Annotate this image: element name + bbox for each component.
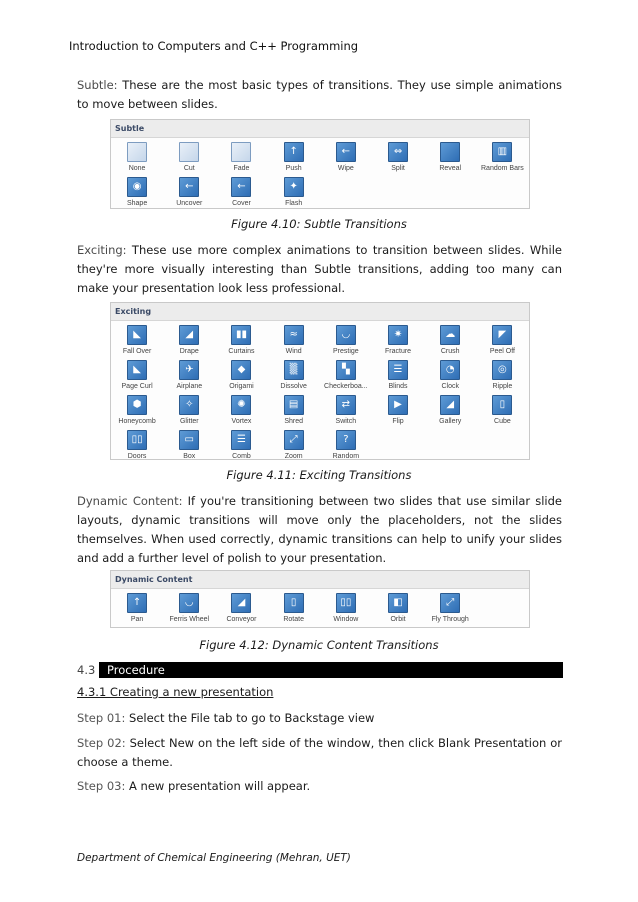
transition-option[interactable]	[320, 142, 372, 177]
transition-label: Split	[391, 165, 405, 172]
transition-label: Honeycomb	[118, 418, 156, 425]
transition-label: Airplane	[176, 383, 203, 390]
subtle-term: Subtle:	[77, 78, 118, 92]
transition-option[interactable]	[476, 360, 528, 395]
transition-option[interactable]	[215, 360, 267, 395]
exciting-term: Exciting:	[77, 243, 127, 257]
transition-label: Gallery	[439, 418, 462, 425]
none-transition-icon	[127, 142, 147, 162]
transition-option[interactable]	[215, 325, 267, 360]
checkerboard-transition-icon: ▚	[336, 360, 356, 380]
blinds-transition-icon: ☰	[388, 360, 408, 380]
transition-label: Curtains	[228, 348, 255, 355]
exciting-description: These use more complex animations to transition between slides. While they're more visually interesting than Subtle transitions, adding too many can make your presentation look less professional.	[77, 243, 562, 295]
peel-off-transition-icon: ◤	[492, 325, 512, 345]
transition-label: Flip	[392, 418, 404, 425]
subtle-description: These are the most basic types of transitions. They use simple animations to move between slides.	[77, 78, 562, 111]
transition-label: Prestige	[333, 348, 359, 355]
transition-option[interactable]	[163, 177, 215, 212]
transition-label: Random Bars	[481, 165, 524, 172]
transition-label: Dissolve	[280, 383, 307, 390]
transition-option[interactable]	[320, 325, 372, 360]
transition-option[interactable]	[215, 593, 267, 628]
transition-option[interactable]	[268, 593, 320, 628]
page-curl-transition-icon: ◣	[127, 360, 147, 380]
transition-label: Wind	[285, 348, 302, 355]
transition-option[interactable]	[111, 593, 163, 628]
dynamic-term: Dynamic Content:	[77, 494, 183, 508]
transition-label: Zoom	[284, 453, 303, 460]
transition-option[interactable]	[320, 395, 372, 430]
dynamic-grid	[111, 589, 529, 628]
fracture-transition-icon: ✷	[388, 325, 408, 345]
transition-option[interactable]	[111, 430, 163, 465]
cube-transition-icon: ▯	[492, 395, 512, 415]
transition-label: Origami	[229, 383, 254, 390]
step-3-label: Step 03:	[77, 779, 126, 793]
glitter-transition-icon: ✧	[179, 395, 199, 415]
transition-option[interactable]	[163, 360, 215, 395]
transition-option[interactable]	[476, 325, 528, 360]
exciting-gallery	[110, 302, 530, 460]
transition-label: Fall Over	[122, 348, 152, 355]
transition-option[interactable]	[163, 430, 215, 465]
transition-label: Fade	[233, 165, 250, 172]
doors-transition-icon: ▯▯	[127, 430, 147, 450]
crush-transition-icon: ☁	[440, 325, 460, 345]
transition-option[interactable]	[372, 360, 424, 395]
pan-transition-icon: ↑	[127, 593, 147, 613]
exciting-paragraph	[77, 241, 562, 298]
step-1	[77, 709, 562, 728]
transition-label: Checkerboa...	[324, 383, 368, 390]
transition-option[interactable]	[111, 360, 163, 395]
transition-option[interactable]	[163, 325, 215, 360]
transition-option[interactable]	[372, 593, 424, 628]
transition-option[interactable]	[424, 360, 476, 395]
transition-label: Clock	[441, 383, 459, 390]
fly-through-transition-icon: ⤢	[440, 593, 460, 613]
transition-label: Crush	[440, 348, 460, 355]
transition-label: Glitter	[179, 418, 199, 425]
transition-option[interactable]	[424, 142, 476, 177]
dynamic-paragraph	[77, 492, 562, 568]
transition-label: Orbit	[390, 616, 406, 623]
conveyor-transition-icon: ◢	[231, 593, 251, 613]
cover-transition-icon: ←	[231, 177, 251, 197]
transition-option[interactable]	[320, 593, 372, 628]
transition-option[interactable]	[476, 395, 528, 430]
push-transition-icon: ↑	[284, 142, 304, 162]
flash-transition-icon: ✦	[284, 177, 304, 197]
transition-label: Switch	[335, 418, 357, 425]
dynamic-gallery-title: Dynamic Content	[111, 571, 529, 589]
transition-label: Drape	[179, 348, 199, 355]
dissolve-transition-icon: ▒	[284, 360, 304, 380]
step-1-label: Step 01:	[77, 711, 126, 725]
transition-option[interactable]	[372, 142, 424, 177]
flip-transition-icon: ▶	[388, 395, 408, 415]
transition-option[interactable]	[111, 142, 163, 177]
transition-label: Cut	[183, 165, 195, 172]
transition-label: Box	[183, 453, 196, 460]
ripple-transition-icon: ◎	[492, 360, 512, 380]
transition-option[interactable]	[320, 360, 372, 395]
rotate-transition-icon: ▯	[284, 593, 304, 613]
section-heading	[77, 662, 563, 678]
transition-option[interactable]	[111, 395, 163, 430]
transition-option[interactable]	[372, 395, 424, 430]
transition-option[interactable]	[268, 142, 320, 177]
origami-transition-icon: ◆	[231, 360, 251, 380]
exciting-caption: Figure 4.11: Exciting Transitions	[226, 468, 412, 482]
box-transition-icon: ▭	[179, 430, 199, 450]
gallery-transition-icon: ◢	[440, 395, 460, 415]
transition-label: None	[128, 165, 146, 172]
transition-label: Shred	[284, 418, 303, 425]
transition-option[interactable]	[111, 177, 163, 212]
subsection-title: 4.3.1 Creating a new presentation	[77, 685, 274, 699]
transition-label: Comb	[232, 453, 251, 460]
transition-option[interactable]	[268, 395, 320, 430]
transition-option[interactable]	[215, 430, 267, 465]
comb-transition-icon: ☰	[231, 430, 251, 450]
transition-label: Vortex	[231, 418, 252, 425]
transition-option[interactable]	[424, 593, 476, 628]
step-2	[77, 734, 562, 772]
fade-transition-icon	[231, 142, 251, 162]
page-footer: Department of Chemical Engineering (Mehran, UET)	[77, 852, 351, 864]
transition-option[interactable]	[476, 142, 528, 177]
window-transition-icon: ▯▯	[336, 593, 356, 613]
reveal-transition-icon	[440, 142, 460, 162]
curtains-transition-icon: ▮▮	[231, 325, 251, 345]
random-bars-transition-icon: ▥	[492, 142, 512, 162]
exciting-gallery-title: Exciting	[111, 303, 529, 321]
step-3-text: A new presentation will appear.	[125, 779, 311, 793]
dynamic-description: If you're transitioning between two slides that use similar slide layouts, dynamic transitions will move only the placeholders, not the slides themselves. When used correctly, dynamic transitions can help to unify your slides and add a further level of polish to your presentation.	[77, 494, 562, 565]
transition-label: Random	[332, 453, 360, 460]
shred-transition-icon: ▤	[284, 395, 304, 415]
subtle-paragraph	[77, 76, 562, 114]
clock-transition-icon: ◔	[440, 360, 460, 380]
transition-label: Peel Off	[489, 348, 515, 355]
step-2-label: Step 02:	[77, 736, 126, 750]
transition-option[interactable]	[320, 430, 372, 465]
transition-option[interactable]	[424, 325, 476, 360]
transition-label: Cover	[232, 200, 251, 207]
subtle-caption: Figure 4.10: Subtle Transitions	[231, 217, 407, 231]
transition-label: Blinds	[388, 383, 408, 390]
transition-label: Uncover	[176, 200, 203, 207]
transition-label: Reveal	[439, 165, 462, 172]
transition-label: Rotate	[283, 616, 304, 623]
orbit-transition-icon: ◧	[388, 593, 408, 613]
transition-option[interactable]	[215, 142, 267, 177]
transition-label: Ripple	[492, 383, 513, 390]
subtle-grid	[111, 138, 529, 212]
section-number: 4.3	[77, 663, 96, 677]
transition-label: Fracture	[385, 348, 412, 355]
wipe-transition-icon: ←	[336, 142, 356, 162]
transition-option[interactable]	[163, 593, 215, 628]
subtle-gallery-title: Subtle	[111, 120, 529, 138]
transition-label: Window	[333, 616, 359, 623]
transition-label: Cube	[494, 418, 511, 425]
dynamic-gallery	[110, 570, 530, 628]
shape-transition-icon: ◉	[127, 177, 147, 197]
cut-transition-icon	[179, 142, 199, 162]
transition-option[interactable]	[268, 360, 320, 395]
switch-transition-icon: ⇄	[336, 395, 356, 415]
split-transition-icon: ⇔	[388, 142, 408, 162]
transition-label: Fly Through	[431, 616, 469, 623]
subtle-gallery	[110, 119, 530, 209]
transition-option[interactable]	[215, 177, 267, 212]
vortex-transition-icon: ✺	[231, 395, 251, 415]
transition-option[interactable]	[424, 395, 476, 430]
transition-option[interactable]	[163, 142, 215, 177]
transition-option[interactable]	[268, 177, 320, 212]
transition-label: Wipe	[337, 165, 354, 172]
ferris-wheel-transition-icon: ◡	[179, 593, 199, 613]
page-header: Introduction to Computers and C++ Programming	[69, 39, 359, 53]
zoom-transition-icon: ⤢	[284, 430, 304, 450]
fall-over-transition-icon: ◣	[127, 325, 147, 345]
step-2-text: Select New on the left side of the window, then click Blank Presentation or choose a theme.	[77, 736, 562, 769]
transition-label: Conveyor	[226, 616, 257, 623]
transition-option[interactable]	[215, 395, 267, 430]
transition-option[interactable]	[372, 325, 424, 360]
drape-transition-icon: ◢	[179, 325, 199, 345]
airplane-transition-icon: ✈	[179, 360, 199, 380]
prestige-transition-icon: ◡	[336, 325, 356, 345]
section-title: Procedure	[99, 662, 563, 678]
transition-label: Flash	[285, 200, 303, 207]
transition-option[interactable]	[163, 395, 215, 430]
transition-label: Push	[285, 165, 302, 172]
transition-label: Shape	[126, 200, 148, 207]
wind-transition-icon: ≈	[284, 325, 304, 345]
transition-label: Doors	[127, 453, 147, 460]
random-transition-icon: ?	[336, 430, 356, 450]
transition-option[interactable]	[268, 430, 320, 465]
transition-option[interactable]	[268, 325, 320, 360]
transition-label: Ferris Wheel	[169, 616, 210, 623]
step-3	[77, 777, 562, 796]
transition-label: Pan	[130, 616, 144, 623]
step-1-text: Select the File tab to go to Backstage view	[125, 711, 375, 725]
transition-label: Page Curl	[121, 383, 153, 390]
exciting-grid	[111, 321, 529, 465]
transition-option[interactable]	[111, 325, 163, 360]
uncover-transition-icon: ←	[179, 177, 199, 197]
honeycomb-transition-icon: ⬢	[127, 395, 147, 415]
dynamic-caption: Figure 4.12: Dynamic Content Transitions	[199, 638, 439, 652]
